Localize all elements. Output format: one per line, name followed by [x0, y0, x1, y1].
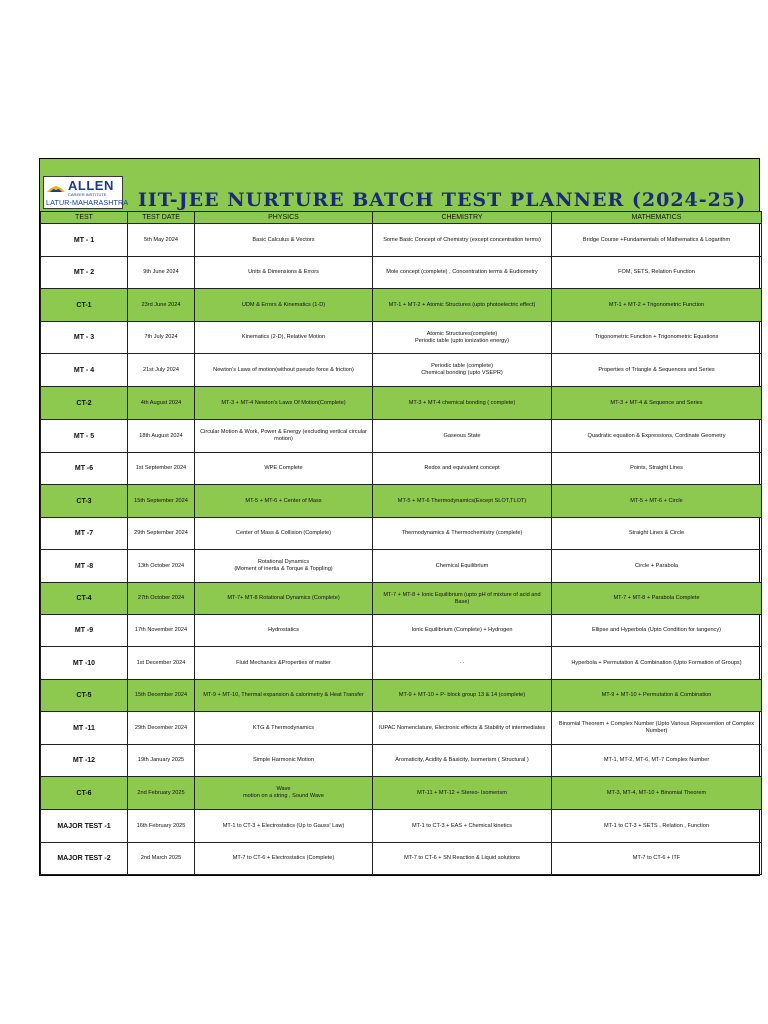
test-cell: MT -9 [41, 615, 128, 647]
physics-cell: Circular Motion & Work, Power & Energy (excluding vertical circular motion) [195, 420, 373, 453]
header-test-date: TEST DATE [128, 212, 195, 224]
test-cell: CT-4 [41, 583, 128, 615]
table-row [41, 322, 762, 354]
physics-cell: Wave motion on a string , Sound Wave [195, 777, 373, 810]
header-test: TEST [41, 212, 128, 224]
test-cell: CT-6 [41, 777, 128, 810]
chemistry-cell: Atomic Structures(complete) Periodic table (upto ionization energy) [373, 322, 552, 354]
date-cell: 16th February 2025 [128, 810, 195, 843]
physics-cell: Hydrostatics [195, 615, 373, 647]
math-cell: Circle + Parabola [552, 550, 762, 583]
table-row [41, 810, 762, 843]
physics-cell: Units & Dimensions & Errors [195, 257, 373, 289]
table-row [41, 485, 762, 518]
physics-cell: KTG & Thermodynamics [195, 712, 373, 745]
chemistry-cell: Some Basic Concept of Chemistry (except concentration terms) [373, 224, 552, 257]
test-cell: MT - 4 [41, 354, 128, 387]
test-cell: MT - 5 [41, 420, 128, 453]
math-cell: Quadratic equation & Expressions, Cordinate Geometry [552, 420, 762, 453]
table-row [41, 420, 762, 453]
math-cell: Trigonometric Function + Trigonometric Equations [552, 322, 762, 354]
date-cell: 1st September 2024 [128, 453, 195, 485]
chemistry-cell: · · [373, 647, 552, 680]
header-row [41, 212, 762, 224]
table-row [41, 354, 762, 387]
page-title: IIT-JEE NURTURE BATCH TEST PLANNER (2024-25) [138, 189, 747, 211]
header-physics: PHYSICS [195, 212, 373, 224]
chemistry-cell: MT-9 + MT-10 + P- block group 13 & 14 (complete) [373, 680, 552, 712]
date-cell: 7th July 2024 [128, 322, 195, 354]
date-cell: 29th December 2024 [128, 712, 195, 745]
physics-cell: MT-3 + MT-4 Newton's Laws Of Motion(Complete) [195, 387, 373, 420]
test-cell: MT -7 [41, 518, 128, 550]
table-row [41, 647, 762, 680]
allen-logo [43, 176, 129, 209]
physics-cell: MT-7 to CT-6 + Electrostatics (Complete) [195, 843, 373, 875]
physics-cell: Newton's Laws of motion(without pseudo force & friction) [195, 354, 373, 387]
test-cell: MT -8 [41, 550, 128, 583]
table-row [41, 289, 762, 322]
date-cell: 18th August 2024 [128, 420, 195, 453]
math-cell: MT-1 to CT-3 + SETS , Relation , Function [552, 810, 762, 843]
test-cell: MT - 3 [41, 322, 128, 354]
math-cell: MT-3, MT-4, MT-10 + Binomial Theorem [552, 777, 762, 810]
math-cell: Hyperbola + Permutation & Combination (Upto Formation of Groups) [552, 647, 762, 680]
math-cell: MT-1 + MT-2 + Trigonometric Function [552, 289, 762, 322]
physics-cell: Kinematics (2-D), Relative Motion [195, 322, 373, 354]
physics-cell: Simple Harmonic Motion [195, 745, 373, 777]
chemistry-cell: MT-5 + MT-6 Thermodynamics(Except SLOT,TLOT) [373, 485, 552, 518]
math-cell: MT-7 to CT-6 + ITF [552, 843, 762, 875]
physics-cell: MT-1 to CT-3 + Electrostatics (Up to Gauss' Law) [195, 810, 373, 843]
test-cell: MAJOR TEST -1 [41, 810, 128, 843]
math-cell: MT-1, MT-2, MT-6, MT-7 Complex Number [552, 745, 762, 777]
date-cell: 2nd February 2025 [128, 777, 195, 810]
math-cell: MT-3 + MT-4 & Sequence and Series [552, 387, 762, 420]
test-cell: MAJOR TEST -2 [41, 843, 128, 875]
chemistry-cell: Periodic table (complete) Chemical bonding (upto VSEPR) [373, 354, 552, 387]
test-cell: CT-1 [41, 289, 128, 322]
table-row [41, 680, 762, 712]
date-cell: 9th June 2024 [128, 257, 195, 289]
chemistry-cell: Aromaticity, Acidity & Basicity, Isomerism ( Structural ) [373, 745, 552, 777]
chemistry-cell: Chemical Equilibrium [373, 550, 552, 583]
physics-cell: MT-9 + MT-10, Thermal expansion & calorimetry & Heat Transfer [195, 680, 373, 712]
table-row [41, 843, 762, 875]
logo-brand: ALLEN [68, 178, 114, 193]
table-row [41, 712, 762, 745]
math-cell: Points, Straight Lines [552, 453, 762, 485]
physics-cell: MT-7+ MT-8 Rotational Dynamics (Complete) [195, 583, 373, 615]
date-cell: 23rd June 2024 [128, 289, 195, 322]
chemistry-cell: MT-11 + MT-12 + Stereo- Isomerism [373, 777, 552, 810]
table-row [41, 777, 762, 810]
table-row [41, 257, 762, 289]
test-cell: MT -12 [41, 745, 128, 777]
date-cell: 5th May 2024 [128, 224, 195, 257]
math-cell: Ellipse and Hyperbola (Upto Condition for tangency) [552, 615, 762, 647]
physics-cell: Basic Calculus & Vectors [195, 224, 373, 257]
chemistry-cell: Ionic Equilibrium (Complete) + Hydrogen [373, 615, 552, 647]
math-cell: Bridge Course +Fundamentals of Mathematics & Logarithm [552, 224, 762, 257]
date-cell: 2nd March 2025 [128, 843, 195, 875]
math-cell: MT-9 + MT-10 + Permutation & Combination [552, 680, 762, 712]
date-cell: 17th November 2024 [128, 615, 195, 647]
test-cell: MT - 1 [41, 224, 128, 257]
allen-emblem-icon [46, 179, 66, 197]
test-cell: CT-3 [41, 485, 128, 518]
header-chemistry: CHEMISTRY [373, 212, 552, 224]
math-cell: Binomial Theorem + Complex Number (Upto Various Represention of Complex Number) [552, 712, 762, 745]
header-mathematics: MATHEMATICS [552, 212, 762, 224]
test-cell: CT-5 [41, 680, 128, 712]
test-cell: MT -10 [41, 647, 128, 680]
math-cell: MT-5 + MT-6 + Circle [552, 485, 762, 518]
table-row [41, 518, 762, 550]
physics-cell: MT-5 + MT-6 + Center of Mass [195, 485, 373, 518]
physics-cell: UDM & Errors & Kinematics (1-D) [195, 289, 373, 322]
table-row [41, 550, 762, 583]
math-cell: FOM, SETS, Relation Function [552, 257, 762, 289]
test-cell: MT -11 [41, 712, 128, 745]
test-planner-sheet [39, 158, 760, 876]
table-row [41, 745, 762, 777]
title-bar [40, 159, 759, 211]
table-row [41, 615, 762, 647]
test-cell: MT - 2 [41, 257, 128, 289]
table-row [41, 224, 762, 257]
chemistry-cell: Mole concept (complete) , Concentration terms & Eudiometry [373, 257, 552, 289]
planner-body [41, 224, 762, 875]
table-row [41, 583, 762, 615]
chemistry-cell: MT-3 + MT-4 chemical bonding ( complete) [373, 387, 552, 420]
math-cell: MT-7 + MT-8 + Parabola Complete [552, 583, 762, 615]
chemistry-cell: Redox and equivalent concept [373, 453, 552, 485]
date-cell: 21st July 2024 [128, 354, 195, 387]
date-cell: 4th August 2024 [128, 387, 195, 420]
chemistry-cell: MT-1 + MT-2 + Atomic Structures (upto photoelectric effect) [373, 289, 552, 322]
physics-cell: Rotational Dynamics (Moment of inertia & Torque & Toppling) [195, 550, 373, 583]
logo-top [46, 179, 120, 199]
test-cell: CT-2 [41, 387, 128, 420]
table-row [41, 387, 762, 420]
logo-location: LATUR-MAHARASHTRA [46, 198, 129, 207]
planner-table [40, 211, 762, 875]
chemistry-cell: IUPAC Nomenclature, Electronic effects & Stability of intermediates [373, 712, 552, 745]
chemistry-cell: MT-7 + MT-8 + Ionic Equilibrium (upto pH of mixture of acid and Base) [373, 583, 552, 615]
date-cell: 27th October 2024 [128, 583, 195, 615]
math-cell: Properties of Triangle & Sequences and Series [552, 354, 762, 387]
physics-cell: Center of Mass & Collision (Complete) [195, 518, 373, 550]
date-cell: 13th October 2024 [128, 550, 195, 583]
date-cell: 1st December 2024 [128, 647, 195, 680]
chemistry-cell: Thermodynamics & Thermochemistry (complete) [373, 518, 552, 550]
chemistry-cell: MT-7 to CT-6 + SN Reaction & Liquid solutions [373, 843, 552, 875]
date-cell: 19th January 2025 [128, 745, 195, 777]
chemistry-cell: Gaseous State [373, 420, 552, 453]
date-cell: 15th December 2024 [128, 680, 195, 712]
logo-tagline: CAREER INSTITUTE [68, 192, 107, 197]
math-cell: Straight Lines & Circle [552, 518, 762, 550]
physics-cell: WPE Complete [195, 453, 373, 485]
date-cell: 29th September 2024 [128, 518, 195, 550]
chemistry-cell: MT-1 to CT-3 + EAS + Chemical kinetics [373, 810, 552, 843]
date-cell: 15th September 2024 [128, 485, 195, 518]
table-row [41, 453, 762, 485]
test-cell: MT -6 [41, 453, 128, 485]
physics-cell: Fluid Mechanics &Properties of matter [195, 647, 373, 680]
